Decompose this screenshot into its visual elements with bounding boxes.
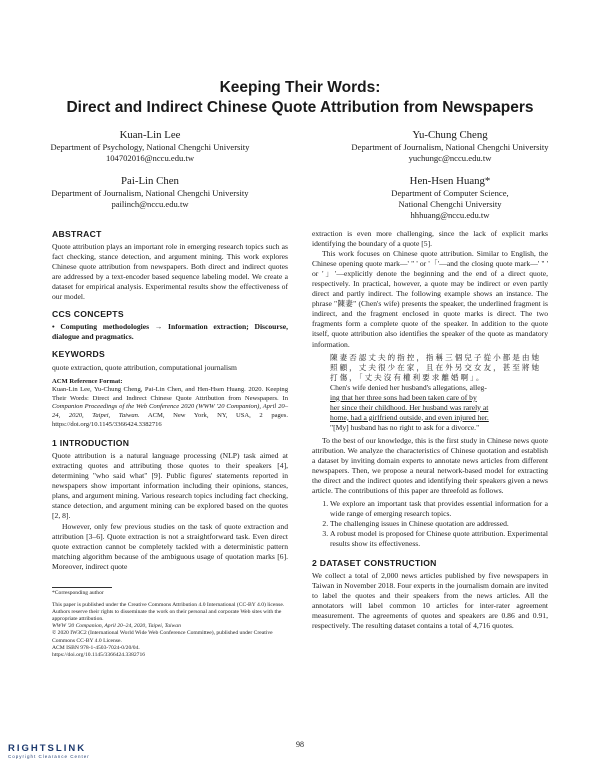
example-quote	[330, 353, 548, 433]
author-block-2	[320, 128, 580, 164]
author-name: Hen-Hsen Huang*	[409, 175, 491, 187]
footnote-corresponding: *Corresponding author	[52, 590, 104, 596]
author-affiliation: Department of Journalism, National Chengchi University	[51, 188, 249, 198]
footnote-block	[52, 590, 288, 659]
paper-title-line2: Direct and Indirect Chinese Quote Attribution from Newspapers	[66, 99, 534, 116]
author-name: Yu-Chung Cheng	[412, 129, 488, 141]
author-block-3	[20, 174, 280, 210]
example-chinese-line: 陳妻否認丈夫的指控，指稱三個兒子從小都是由她	[330, 352, 542, 362]
list-item: 3. A robust model is proposed for Chinese quote attribution. Experimental results show its effectiveness.	[330, 529, 548, 549]
ccs-text: • Computing methodologies → Information extraction; Discourse, dialogue and pragmatics.	[52, 322, 288, 342]
author-name: Pai-Lin Chen	[121, 175, 179, 187]
dataset-paragraph: We collect a total of 2,000 news articles published by five newspapers in Taiwan in November 2018. Four experts in the journalism domain are invited to label the quotes and their speakers from the news articles. All the annotators will label common 10 articles for inter-rater agreement measurement. The agreements of quotes and speakers are 0.86 and 0.91, respectively. The resulting dataset contains a total of 4,716 quotes.	[312, 571, 548, 631]
rightslink-logo	[8, 743, 90, 759]
right-paragraph-2: To the best of our knowledge, this is the first study in Chinese news quote attribution. We analyze the characteristics of Chinese quotation and establish a dataset by inviting domain experts to annotate news articles from different newspapers. Then, we propose a neural network-based model for extracting the direct and the indirect quotes and identifying their speakers given a news article. The contributions of this paper are threefold as follows.	[312, 435, 548, 495]
intro-paragraph-1: Quote attribution is a natural language processing (NLP) task aimed at extracting quotes and attributing those quotes to their speakers [4], determining "who said what" [9]. Public figures' statements reported in newspapers show important information including their opinions, stances, plans, and argument mining. Various research topics including fact checking, stance detection, and argument mining can be explored based on the quotes [2, 8].	[52, 451, 288, 521]
dataset-heading: 2 DATASET CONSTRUCTION	[312, 558, 437, 569]
example-chinese-line: 打傷，「丈夫沒有權利要求離婚啊」。	[330, 372, 486, 382]
keywords-heading: KEYWORDS	[52, 349, 106, 360]
list-item: 1. We explore an important task that provides essential information for a wide range of emerging research topics.	[330, 499, 548, 519]
footnote-isbn: ACM ISBN 978-1-4503-7024-0/20/04.	[52, 644, 140, 651]
author-email: pailinch@nccu.edu.tw	[111, 199, 189, 209]
list-item: 2. The challenging issues in Chinese quotation are addressed.	[330, 519, 548, 529]
intro-heading: 1 INTRODUCTION	[52, 438, 130, 449]
acm-ref-text: Kuan-Lin Lee, Yu-Chung Cheng, Pai-Lin Chen, and Hen-Hsen Huang. 2020. Keeping Their Words: Direct and Indirect Chinese Quote Attribution from Newspapers. In Companion Proceedings of the Web Conference 2020 (WWW '20 Companion), April 20–24, 2020, Taipei, Taiwan. ACM, New York, NY, USA, 2 pages. https://doi.org/10.1145/3366424.3382716	[52, 386, 288, 428]
author-block-4	[320, 174, 580, 221]
page-number: 98	[296, 740, 304, 749]
left-column	[52, 229, 288, 572]
footnote-copyright: © 2020 IW3C2 (International World Wide Web Conference Committee), published under Creative Commons CC-BY 4.0 License.	[52, 630, 273, 644]
rightslink-logo-subtext: Copyright Clearance Center	[8, 754, 90, 759]
acm-ref-heading: ACM Reference Format:	[52, 377, 123, 385]
abstract-heading: ABSTRACT	[52, 229, 102, 239]
author-email: yuchungc@nccu.edu.tw	[408, 153, 492, 163]
example-english-line: ing that her three sons had been taken care of by	[330, 392, 477, 402]
footnote-license: This paper is published under the Creative Commons Attribution 4.0 International (CC-BY 4.0) license. Authors reserve their rights to disseminate the work on their personal and corporate Web sites with the appropriate attribution.	[52, 602, 285, 623]
footnote-rule	[52, 587, 112, 588]
author-email: 104702016@nccu.edu.tw	[105, 153, 195, 163]
right-column	[312, 229, 548, 631]
contributions-list	[312, 499, 548, 549]
intro-paragraph-2: However, only few previous studies on the task of quote extraction and attribution [3–6]. Quote extraction is not a straightforward task. Even direct quote extraction cannot be completely tackled with a deterministic pattern matching algorithm because of the ambiguous usage of quotation marks [6]. Moreover, indirect quote	[52, 521, 288, 571]
example-english-line: her since their childhood. Her husband was rarely at	[330, 402, 489, 412]
author-block-1	[20, 128, 280, 164]
author-affiliation: Department of Psychology, National Chengchi University	[50, 142, 250, 152]
author-affiliation-2: National Chengchi University	[398, 199, 502, 209]
abstract-text: Quote attribution plays an important role in emerging research topics such as fact checking, stance detection, and argument mining. This work explores Chinese quote attribution from newspapers. Both direct and indirect quotes are addressed by a text-encoder based sequence labeling model. We create a dataset for empirical analysis. Experimental results show the effectiveness of our model.	[52, 242, 288, 302]
right-paragraph-1: This work focuses on Chinese quote attribution. Similar to English, the Chinese opening quote mark—' " ' or '「'—and the closing quote mark—' " ' or '」'—explicitly denote the beginning and the end of a direct quote, respectively. In practical, however, a quote may be indirect or even partly direct and partly indirect. The following example shows an instance. The phrase "陳妻" (Chen's wife) presents the speaker, the underlined fragment is indirect, and the fragment enclosed in quote marks is direct. The two fragments form a complete quote of the speaker. In addition to the quote itself, quote attribution also identifies the speaker of the quote as mandatory information.	[312, 249, 548, 349]
author-affiliation: Department of Computer Science,	[391, 188, 509, 198]
ccs-heading: CCS CONCEPTS	[52, 309, 124, 320]
author-affiliation: Department of Journalism, National Chengchi University	[351, 142, 549, 152]
paper-title-line1: Keeping Their Words:	[219, 79, 381, 96]
example-english-line: Chen's wife denied her husband's allegations, alleg-	[330, 382, 487, 392]
right-paragraph-0: extraction is even more challenging, since the lack of explicit marks identifying the boundary of a quote [5].	[312, 229, 548, 249]
rightslink-logo-text: RIGHTSLINK	[8, 743, 87, 754]
example-english-line: home, had a girlfriend outside, and even injured her.	[330, 412, 489, 422]
keywords-text: quote extraction, quote attribution, computational journalism	[52, 362, 237, 372]
author-email: hhhuang@nccu.edu.tw	[410, 210, 490, 220]
author-name: Kuan-Lin Lee	[119, 129, 181, 141]
example-chinese-line: 照顧，丈夫很少在家，且在外另交女友，甚至將她	[330, 362, 542, 372]
footnote-doi: https://doi.org/10.1145/3366424.3382716	[52, 651, 146, 658]
footnote-conference: WWW '20 Companion, April 20–24, 2020, Taipei, Taiwan	[52, 623, 181, 630]
example-english-line: "[My] husband has no right to ask for a divorce."	[330, 422, 480, 432]
